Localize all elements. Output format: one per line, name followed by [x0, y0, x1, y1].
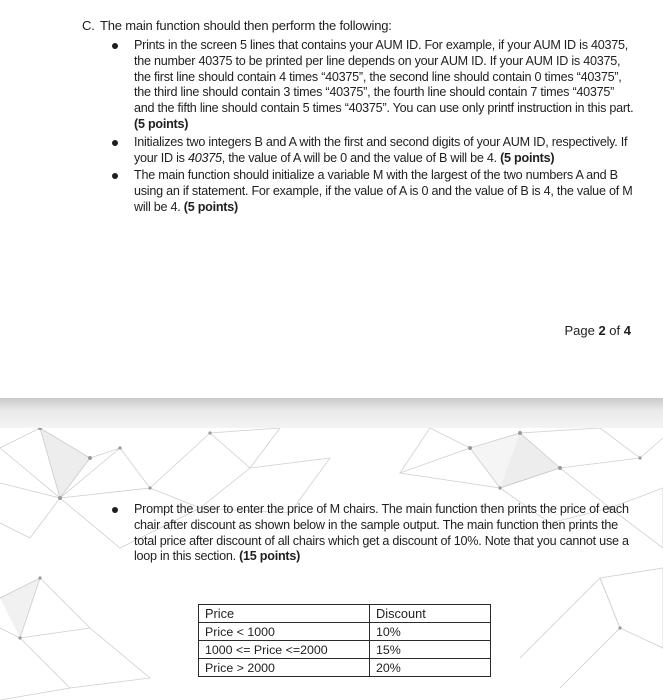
bullet-icon: [112, 173, 118, 179]
discount-cell: 20%: [370, 659, 491, 677]
table-row: [199, 659, 491, 677]
points-label: (15 points): [239, 549, 301, 564]
price-range-cell: Price > 2000: [199, 659, 370, 677]
list-item: Prints in the screen 5 lines that contains your AUM ID. For example, if your AUM ID is 40375, the number 40375 to be printed per line depends on your AUM ID. If your AUM ID is 40375, the first line should contain 4 times “40375”, the second line should contain 0 times “40375”, the third line should contain 3 times “40375”, the fourth line should contain 7 times “40375” and the fifth line should contain 5 times “40375”. You can use only printf instruction in this part. (5 points): [112, 38, 637, 133]
list-item: Initializes two integers B and A with the first and second digits of your AUM ID, respectively. If your ID is 40375, the value of A will be 0 and the value of B will be 4. (5 points): [112, 135, 637, 167]
column-header-price: Price: [199, 605, 370, 623]
column-header-discount: Discount: [370, 605, 491, 623]
bullet-icon: [112, 43, 118, 49]
points-label: (5 points): [500, 150, 555, 165]
section-heading-text: The main function should then perform the following:: [100, 18, 392, 33]
discount-table: [198, 604, 491, 677]
points-label: (5 points): [134, 116, 189, 131]
list-item: The main function should initialize a variable M with the largest of the two numbers A and B using an if statement. For example, if the value of A is 0 and the value of B is 4, the value of M will be 4. (5 points): [112, 168, 637, 215]
price-range-cell: 1000 <= Price <=2000: [199, 641, 370, 659]
requirements-list-continued: [112, 502, 637, 567]
requirements-list: [112, 38, 637, 218]
section-heading: [82, 18, 392, 33]
table-row: [199, 641, 491, 659]
bullet-icon: [112, 140, 118, 146]
table-row: [199, 623, 491, 641]
price-range-cell: Price < 1000: [199, 623, 370, 641]
page-number: Page 2 of 4: [564, 323, 631, 338]
table-header-row: [199, 605, 491, 623]
example-id: 40375: [187, 150, 222, 165]
discount-cell: 10%: [370, 623, 491, 641]
discount-cell: 15%: [370, 641, 491, 659]
section-letter: C.: [82, 18, 95, 33]
page-separator: [0, 398, 663, 428]
points-label: (5 points): [183, 199, 238, 214]
list-item: Prompt the user to enter the price of M chairs. The main function then prints the price of each chair after discount as shown below in the sample output. The main function then prints the total price after discount of all chairs which get a discount of 10%. Note that you cannot use a loop in this section. (15 points): [112, 502, 637, 565]
bullet-icon: [112, 507, 118, 513]
